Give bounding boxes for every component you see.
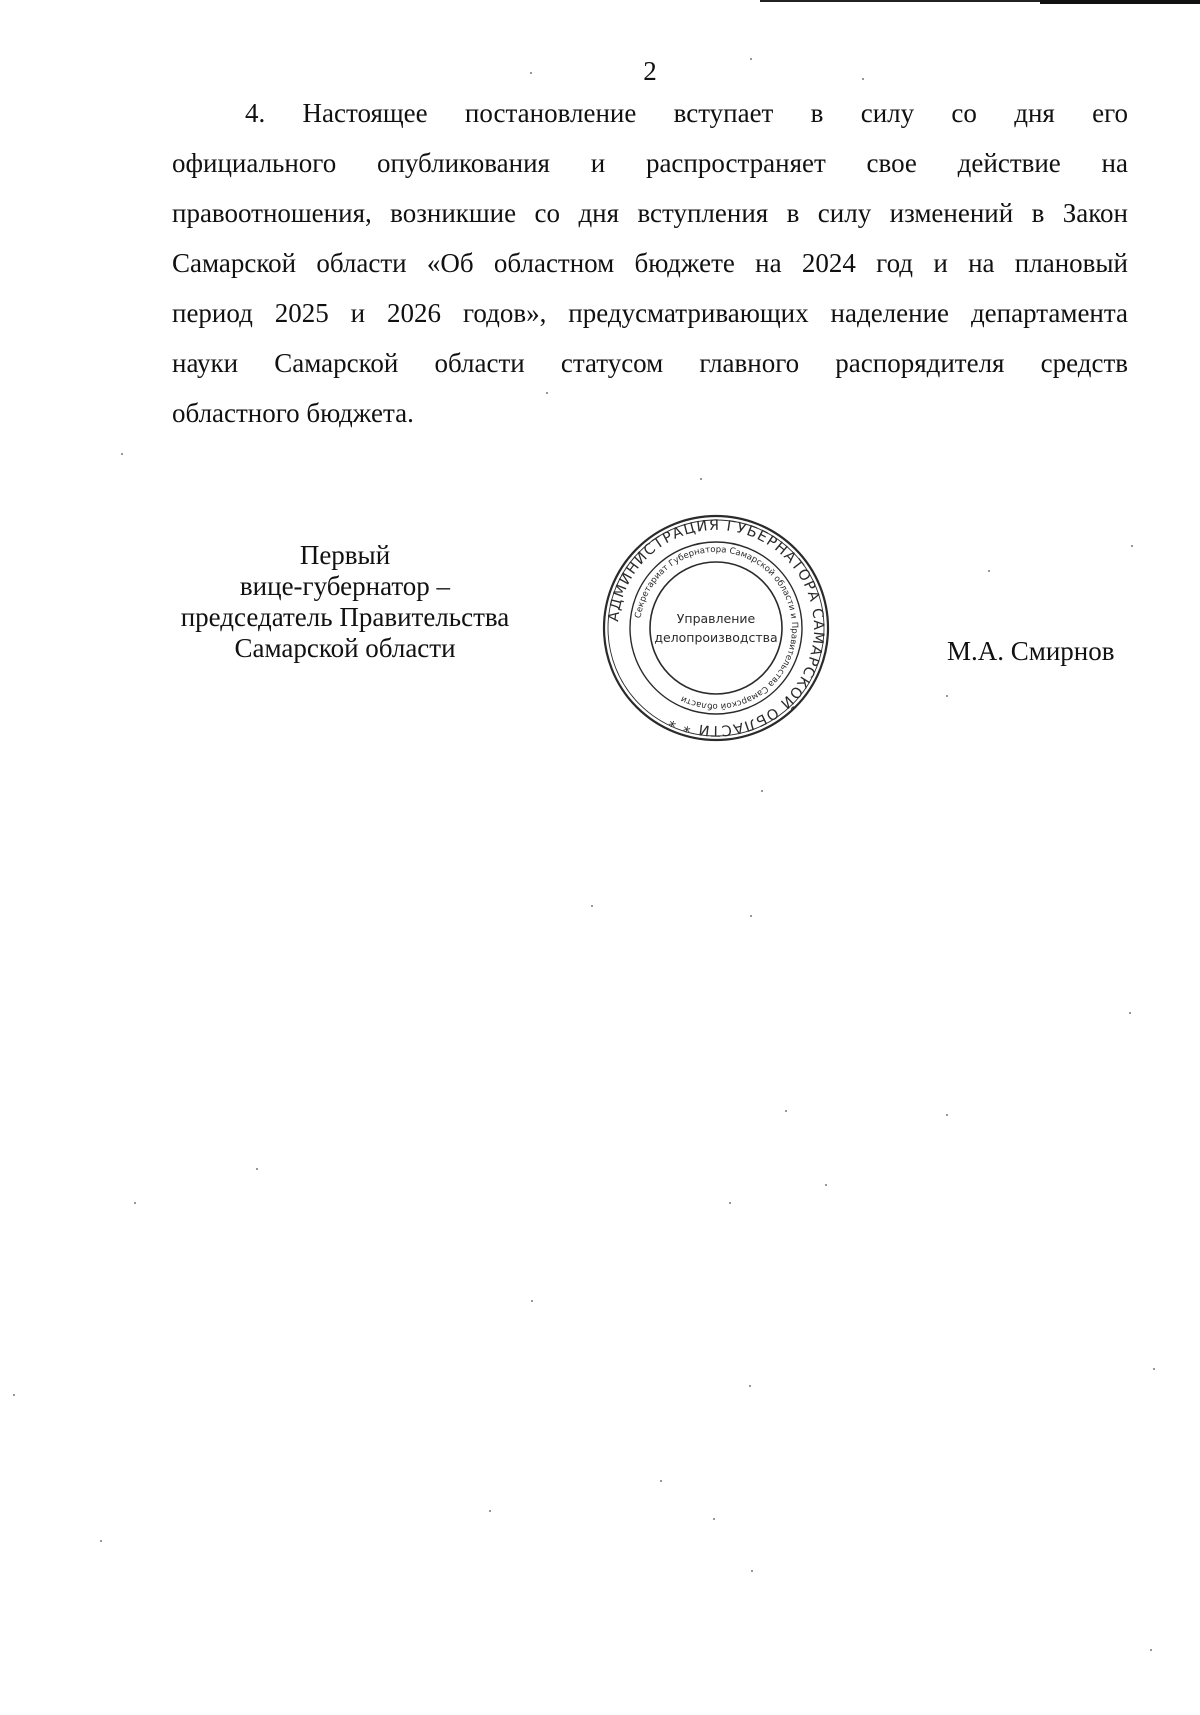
scan-speck: [988, 570, 990, 572]
seal-center-line-2: делопроизводства: [654, 630, 778, 645]
scan-speck: [13, 1394, 15, 1396]
scan-speck: [750, 915, 752, 917]
scan-speck: [713, 1518, 715, 1520]
scan-speck: [531, 1300, 533, 1302]
signer-name: М.А. Смирнов: [947, 636, 1115, 666]
scan-speck: [700, 478, 702, 480]
paragraph-line: официального опубликования и распространяет свое действие на: [172, 148, 1128, 178]
paragraph-line: областного бюджета.: [172, 398, 414, 428]
scan-speck: [862, 78, 864, 80]
seal-inner-text: Секретариат Губернатора Самарской области и Правительства Самарской области: [633, 544, 800, 712]
signer-position-line: председатель Правительства: [180, 602, 510, 632]
scan-speck: [749, 1385, 751, 1387]
seal-center-line-1: Управление: [676, 611, 756, 626]
official-seal-stamp: [598, 510, 834, 746]
page-number: 2: [643, 56, 657, 86]
paragraph-line: науки Самарской области статусом главного распорядителя средств: [172, 348, 1128, 378]
scan-speck: [1129, 1012, 1131, 1014]
signer-position-line: вице-губернатор –: [239, 571, 451, 601]
scan-speck: [591, 905, 593, 907]
scan-speck: [946, 1114, 948, 1116]
scan-speck: [121, 453, 123, 455]
signer-position-line: Первый: [299, 540, 391, 570]
scan-speck: [530, 72, 532, 74]
signer-position: [170, 540, 520, 664]
scan-speck: [134, 1202, 136, 1204]
scan-speck: [761, 790, 763, 792]
paragraph-line: Самарской области «Об областном бюджете на 2024 год и на плановый: [172, 248, 1128, 278]
scan-speck: [489, 1510, 491, 1512]
scan-speck: [729, 1202, 731, 1204]
scan-speck: [660, 1480, 662, 1482]
scan-speck: [1131, 545, 1133, 547]
paragraph-4: [172, 88, 1128, 438]
paragraph-line: правоотношения, возникшие со дня вступления в силу изменений в Закон: [172, 198, 1128, 228]
seal-outer-text: АДМИНИСТРАЦИЯ ГУБЕРНАТОРА САМАРСКОЙ ОБЛАСТИ * *: [606, 517, 827, 739]
scan-speck: [100, 1540, 102, 1542]
paragraph-line: 4. Настоящее постановление вступает в силу со дня его: [245, 98, 1128, 128]
scan-speck: [1153, 1368, 1155, 1370]
scan-speck: [750, 58, 752, 60]
scan-speck: [751, 1570, 753, 1572]
scan-speck: [546, 392, 548, 394]
scan-speck: [825, 1184, 827, 1186]
paragraph-line: период 2025 и 2026 годов», предусматривающих наделение департамента: [172, 298, 1128, 328]
scan-speck: [256, 1168, 258, 1170]
scan-speck: [785, 1110, 787, 1112]
scan-speck: [946, 695, 948, 697]
top-edge-rule-thick: [1040, 0, 1200, 4]
signer-position-line: Самарской области: [234, 633, 456, 663]
scan-speck: [1150, 1649, 1152, 1651]
